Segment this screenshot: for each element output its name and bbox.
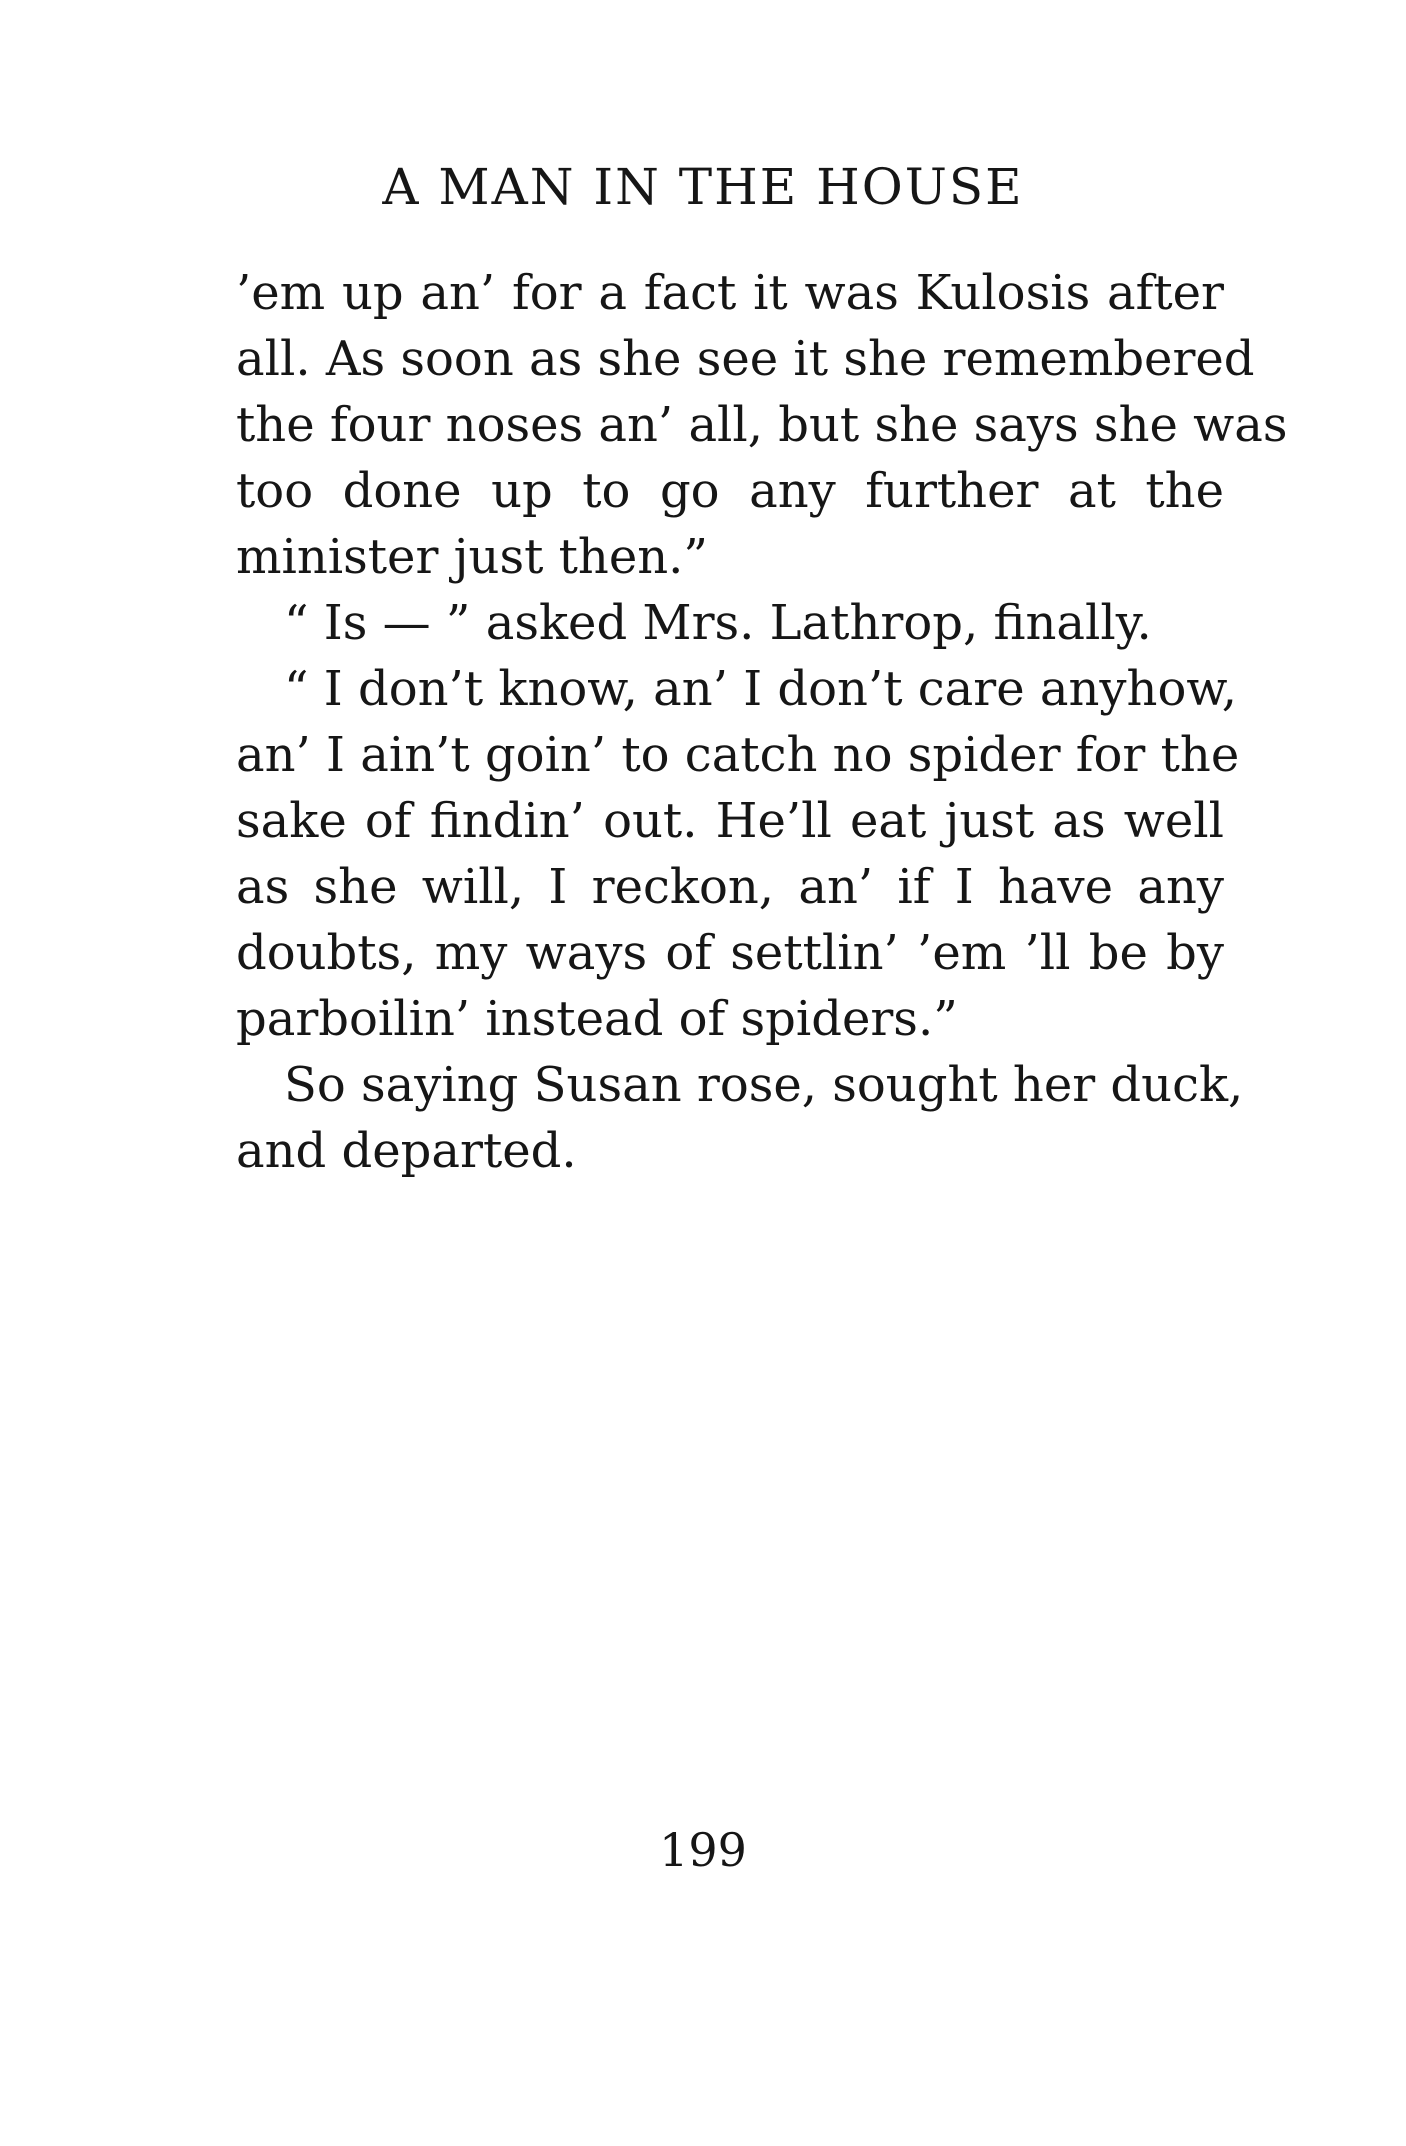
text-line: parboilin’ instead of spiders.” <box>236 991 958 1047</box>
text-line: doubts, my ways of settlin’ ’em ’ll be by <box>236 925 1224 981</box>
text-line: the four noses an’ all, but she says she was <box>236 397 1288 453</box>
body-text <box>236 260 1288 1184</box>
text-line: minister just then.” <box>236 529 708 585</box>
text-line: too done up to go any further at the <box>236 463 1224 519</box>
text-line: sake of findin’ out. He’ll eat just as well <box>236 793 1224 849</box>
running-head: A MAN IN THE HOUSE <box>382 158 1024 216</box>
text-line: and departed. <box>236 1123 577 1179</box>
text-line: ’em up an’ for a fact it was Kulosis after <box>236 265 1224 321</box>
text-line: “ I don’t know, an’ I don’t care anyhow, <box>284 661 1237 717</box>
text-line: “ Is — ” asked Mrs. Lathrop, finally. <box>284 595 1152 651</box>
text-line: an’ I ain’t goin’ to catch no spider for the <box>236 727 1240 783</box>
text-line: So saying Susan rose, sought her duck, <box>284 1057 1244 1113</box>
text-line: all. As soon as she see it she remembered <box>236 331 1255 387</box>
text-line: as she will, I reckon, an’ if I have any <box>236 859 1224 915</box>
page-number: 199 <box>659 1823 747 1877</box>
